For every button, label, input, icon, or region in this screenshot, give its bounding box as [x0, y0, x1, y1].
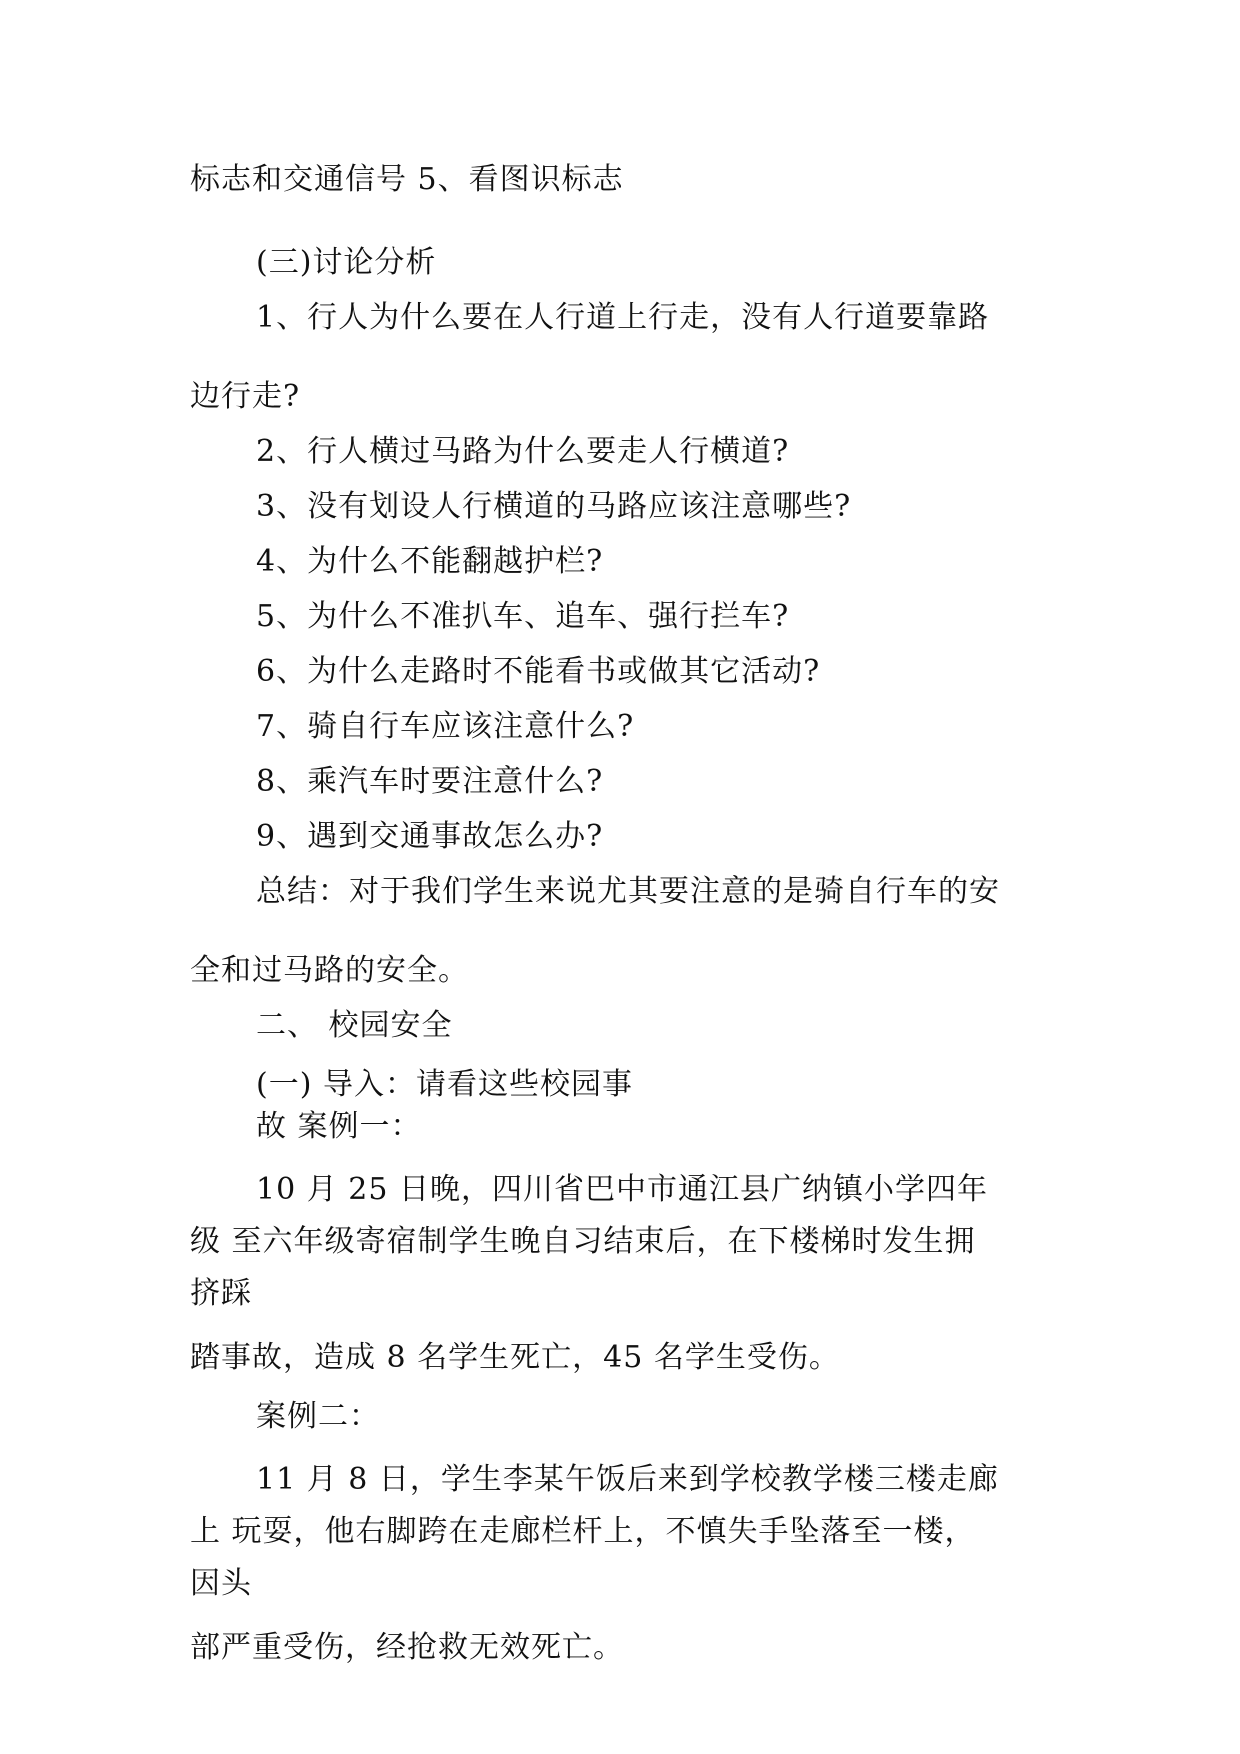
text-line: 踏事故，造成 8 名学生死亡，45 名学生受伤。: [190, 1340, 840, 1375]
question-item: 6、为什么走路时不能看书或做其它活动?: [256, 654, 821, 689]
question-item: 7、骑自行车应该注意什么?: [256, 709, 635, 744]
question-item: 8、乘汽车时要注意什么?: [256, 764, 604, 799]
summary-text: 总结：对于我们学生来说尤其要注意的是骑自行车的安: [256, 874, 1000, 909]
text-line: 上 玩耍，他右脚跨在走廊栏杆上，不慎失手坠落至一楼，: [190, 1514, 976, 1549]
text-line: 全和过马路的安全。: [190, 953, 469, 988]
question-item: 2、行人横过马路为什么要走人行横道?: [256, 434, 790, 469]
text-line: 部严重受伤，经抢救无效死亡。: [190, 1630, 624, 1665]
text-line: 级 至六年级寄宿制学生晚自习结束后，在下楼梯时发生拥: [190, 1224, 976, 1259]
case-heading: 案例二：: [256, 1399, 380, 1434]
text-line: 挤踩: [190, 1276, 252, 1311]
text-line: 10 月 25 日晚，四川省巴中市通江县广纳镇小学四年: [256, 1172, 988, 1207]
question-item: 5、为什么不准扒车、追车、强行拦车?: [256, 599, 790, 634]
question-item: 1、行人为什么要在人行道上行走，没有人行道要靠路: [256, 300, 990, 335]
question-item: 3、没有划设人行横道的马路应该注意哪些?: [256, 489, 852, 524]
text-line: 因头: [190, 1566, 252, 1601]
section-heading: 二、 校园安全: [256, 1008, 453, 1043]
question-item: 4、为什么不能翻越护栏?: [256, 544, 604, 579]
text-line: 边行走?: [190, 379, 301, 414]
text-line: 故 案例一：: [256, 1109, 422, 1144]
section-heading: (三)讨论分析: [256, 245, 437, 280]
text-line: 标志和交通信号 5、看图识标志: [190, 162, 624, 197]
text-line: 11 月 8 日，学生李某午饭后来到学校教学楼三楼走廊: [256, 1462, 999, 1497]
question-item: 9、遇到交通事故怎么办?: [256, 819, 604, 854]
subsection-heading: (一) 导入：请看这些校园事: [256, 1067, 633, 1102]
